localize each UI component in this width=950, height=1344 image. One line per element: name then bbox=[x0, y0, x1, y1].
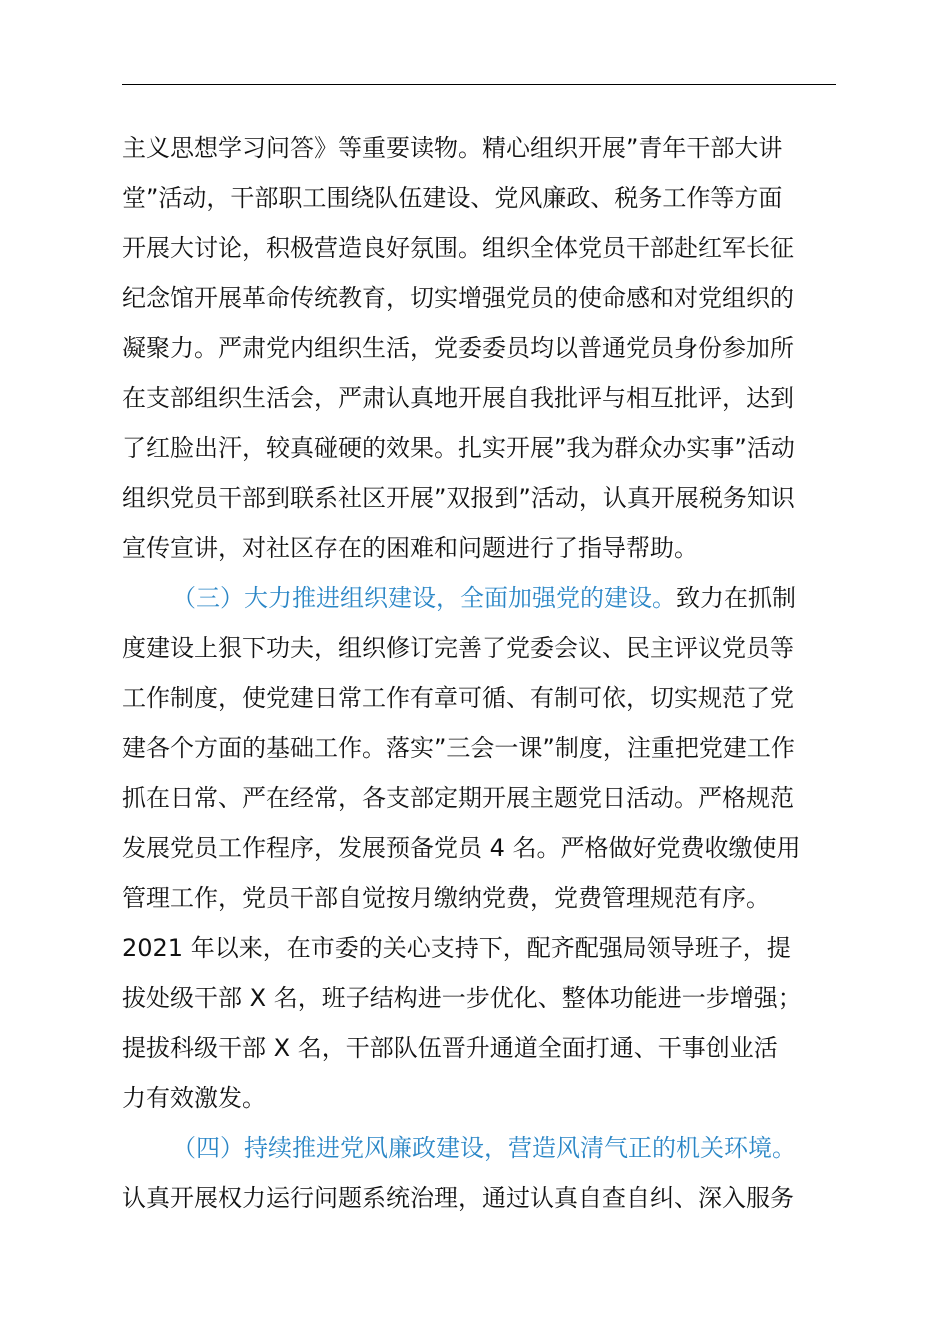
section-heading-line-3 bbox=[172, 578, 842, 618]
section-heading-3: （三）大力推进组织建设，全面加强党的建设。 bbox=[172, 584, 676, 612]
header-rule bbox=[122, 84, 836, 85]
paragraph-line: 组织党员干部到联系社区开展”双报到”活动，认真开展税务知识 bbox=[122, 484, 795, 512]
paragraph-line: 在支部组织生活会，严肃认真地开展自我批评与相互批评，达到 bbox=[122, 384, 794, 412]
paragraph-line: 拔处级干部 X 名，班子结构进一步优化、整体功能进一步增强； bbox=[122, 984, 802, 1012]
paragraph-line: 工作制度，使党建日常工作有章可循、有制可依，切实规范了党 bbox=[122, 684, 794, 712]
paragraph-line: 提拔科级干部 X 名，干部队伍晋升通道全面打通、干事创业活 bbox=[122, 1034, 778, 1062]
paragraph-text: 致力在抓制 bbox=[676, 584, 796, 612]
paragraph-line: 建各个方面的基础工作。落实”三会一课”制度，注重把党建工作 bbox=[122, 734, 795, 762]
paragraph-line: 主义思想学习问答》等重要读物。精心组织开展”青年干部大讲 bbox=[122, 134, 783, 162]
paragraph-line: 堂”活动，干部职工围绕队伍建设、党风廉政、税务工作等方面 bbox=[122, 184, 783, 212]
paragraph-line: 度建设上狠下功夫，组织修订完善了党委会议、民主评议党员等 bbox=[122, 634, 794, 662]
paragraph-line: 认真开展权力运行问题系统治理，通过认真自查自纠、深入服务 bbox=[122, 1184, 794, 1212]
paragraph-line: 了红脸出汗，较真碰硬的效果。扎实开展”我为群众办实事”活动 bbox=[122, 434, 795, 462]
paragraph-line: 管理工作，党员干部自觉按月缴纳党费，党费管理规范有序。 bbox=[122, 884, 770, 912]
paragraph-line: 宣传宣讲，对社区存在的困难和问题进行了指导帮助。 bbox=[122, 534, 698, 562]
paragraph-line: 纪念馆开展革命传统教育，切实增强党员的使命感和对党组织的 bbox=[122, 284, 794, 312]
section-heading-4: （四）持续推进党风廉政建设，营造风清气正的机关环境。 bbox=[172, 1134, 796, 1162]
paragraph-line: 2021 年以来，在市委的关心支持下，配齐配强局领导班子，提 bbox=[122, 934, 791, 962]
section-heading-line-4 bbox=[172, 1128, 842, 1168]
paragraph-line: 发展党员工作程序，发展预备党员 4 名。严格做好党费收缴使用 bbox=[122, 834, 801, 862]
paragraph-line: 抓在日常、严在经常，各支部定期开展主题党日活动。严格规范 bbox=[122, 784, 794, 812]
paragraph-line: 凝聚力。严肃党内组织生活，党委委员均以普通党员身份参加所 bbox=[122, 334, 794, 362]
paragraph-line: 开展大讨论，积极营造良好氛围。组织全体党员干部赴红军长征 bbox=[122, 234, 794, 262]
paragraph-line: 力有效激发。 bbox=[122, 1084, 266, 1112]
